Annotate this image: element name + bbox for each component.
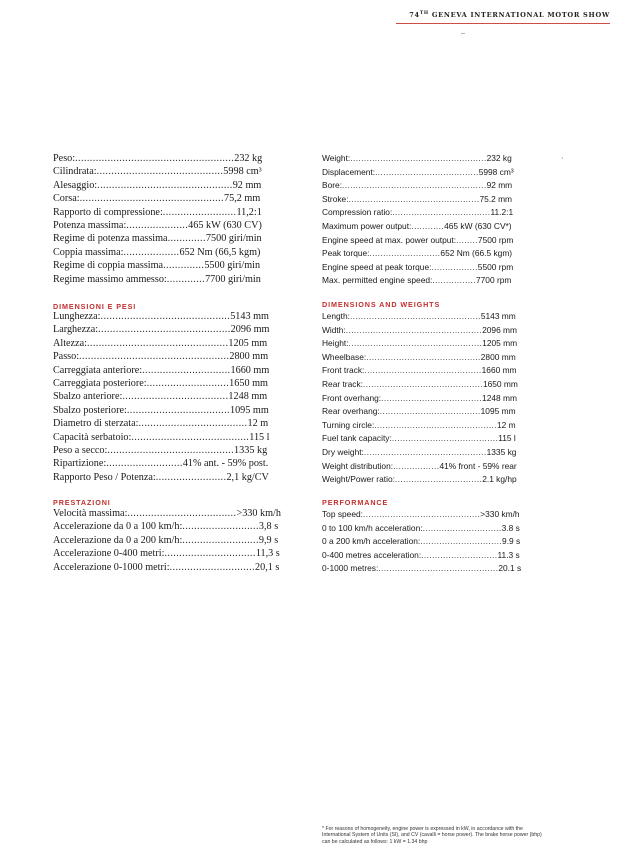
leader-dots: ................................................ xyxy=(349,311,481,321)
spec-value: 11,3 s xyxy=(255,548,280,560)
spec-value: 2096 mm xyxy=(482,324,518,335)
italian-engine-specs xyxy=(53,152,298,286)
spec-label: Rapporto di compressione: xyxy=(53,206,163,218)
leader-dots: .............................. xyxy=(142,364,231,376)
spec-label: Stroke: xyxy=(322,193,349,204)
footnote-line: * For reasons of homogeneity, engine power is expressed in kW, in accordance with the xyxy=(322,826,523,832)
spec-row xyxy=(322,378,577,392)
spec-row xyxy=(53,219,298,232)
spec-value: 1248 mm xyxy=(228,391,268,403)
spec-row xyxy=(322,508,577,522)
spec-label: Width: xyxy=(322,324,346,335)
spec-row xyxy=(53,179,298,192)
spec-value: 232 kg xyxy=(486,153,512,163)
spec-label: Length: xyxy=(322,311,350,321)
english-performance-specs xyxy=(322,508,577,576)
spec-label: Weight distribution: xyxy=(322,460,394,471)
spec-row xyxy=(53,457,298,470)
leader-dots: ..................................... xyxy=(127,508,237,519)
italian-dimensions-specs xyxy=(53,310,298,484)
spec-value: 5143 mm xyxy=(480,311,516,321)
leader-dots: .................................................. xyxy=(350,153,487,163)
spec-value: 2.1 kg/hp xyxy=(482,474,517,485)
spec-label: Rapporto Peso / Potenza: xyxy=(53,471,156,483)
spec-row xyxy=(322,261,577,275)
spec-row xyxy=(322,179,577,193)
spec-value: 11.3 s xyxy=(497,549,520,560)
spec-label: Accelerazione da 0 a 100 km/h: xyxy=(53,521,183,533)
spec-value: 1095 mm xyxy=(229,404,269,416)
leader-dots: ...................................... xyxy=(375,166,479,177)
spec-row xyxy=(53,417,298,430)
spec-label: Velocità massima: xyxy=(53,508,128,519)
spec-label: Dry weight: xyxy=(322,446,364,457)
spec-label: Peso a secco: xyxy=(53,444,108,456)
spec-row xyxy=(53,246,298,259)
spec-value: 1335 kg xyxy=(234,444,268,456)
spec-label: Accelerazione 0-400 metri: xyxy=(53,548,165,560)
spec-value: 652 Nm (66,5 kgm) xyxy=(179,246,261,258)
leader-dots: ................................................ xyxy=(86,337,229,349)
spec-label: Accelerazione da 0 a 200 km/h: xyxy=(53,534,183,546)
spec-value: 12 m xyxy=(247,418,269,430)
spec-row xyxy=(322,324,577,338)
leader-dots: ..................................... xyxy=(381,392,483,403)
spec-value: 1660 mm xyxy=(230,364,270,376)
spec-label: Corsa: xyxy=(53,193,80,205)
spec-row xyxy=(322,419,577,433)
spec-value: 92 mm xyxy=(232,179,262,191)
leader-dots: .......................... xyxy=(182,534,259,546)
leader-dots: ............. xyxy=(166,273,206,285)
spec-label: Coppia massima: xyxy=(53,246,124,258)
spec-row xyxy=(53,152,298,165)
spec-label: Wheelbase: xyxy=(322,351,367,362)
spec-value: 1335 kg xyxy=(486,446,517,457)
leader-dots: .......................................... xyxy=(366,351,481,362)
spec-row xyxy=(322,405,577,419)
leader-dots: ............................ xyxy=(146,377,230,389)
spec-row xyxy=(322,234,577,248)
leader-dots: .................................... xyxy=(392,207,491,218)
spec-label: Engine speed at max. power output: xyxy=(322,234,457,245)
spec-label: 0 a 200 km/h acceleration: xyxy=(322,536,421,547)
leader-dots: ................. xyxy=(431,261,478,272)
header-rule xyxy=(396,23,610,24)
spec-value: 465 kW (630 CV*) xyxy=(444,220,512,231)
spec-row xyxy=(53,404,298,417)
spec-label: Regime di potenza massima xyxy=(53,233,168,245)
leader-dots: ........................................... xyxy=(364,365,482,376)
spec-row xyxy=(322,152,577,166)
italian-performance-title: PRESTAZIONI xyxy=(53,498,111,507)
spec-label: Altezza: xyxy=(53,337,87,349)
spec-row xyxy=(53,377,298,390)
spec-value: 9,9 s xyxy=(258,534,279,546)
leader-dots: ................................................. xyxy=(348,338,483,349)
leader-dots: ....................................... xyxy=(391,433,499,444)
spec-label: Rear overhang: xyxy=(322,406,380,417)
spec-row xyxy=(322,549,577,563)
spec-row xyxy=(53,390,298,403)
spec-label: Passo: xyxy=(53,351,80,363)
english-performance-title: PERFORMANCE xyxy=(322,498,389,507)
header-title-text: GENEVA INTERNATIONAL MOTOR SHOW xyxy=(431,11,610,19)
spec-value: 7700 giri/min xyxy=(205,273,261,285)
spec-value: 1650 mm xyxy=(482,378,518,389)
spec-label: Engine speed at peak torque: xyxy=(322,261,432,272)
spec-row xyxy=(322,473,577,487)
leader-dots: .......................... xyxy=(369,248,441,259)
italian-performance-specs xyxy=(53,507,298,574)
leader-dots: ............................. xyxy=(169,561,256,573)
leader-dots: ........ xyxy=(456,234,478,245)
spec-row xyxy=(53,259,298,272)
spec-label: Regime di coppia massima xyxy=(53,260,164,272)
spec-row xyxy=(53,192,298,205)
spec-label: 0 to 100 km/h acceleration: xyxy=(322,522,423,533)
spec-row xyxy=(53,444,298,457)
spec-label: Diametro di sterzata: xyxy=(53,418,139,430)
spec-value: 75.2 mm xyxy=(479,193,513,204)
leader-dots: ........................................... xyxy=(362,509,481,519)
spec-row xyxy=(322,220,577,234)
spec-value: 2800 mm xyxy=(229,351,269,363)
spec-label: Fuel tank capacity: xyxy=(322,433,392,444)
spec-row xyxy=(322,446,577,460)
leader-dots: ................................................... xyxy=(79,351,230,363)
spec-value: 2096 mm xyxy=(230,324,270,336)
spec-row xyxy=(53,507,298,520)
english-dimensions-specs xyxy=(322,310,577,487)
spec-value: 2,1 kg/CV xyxy=(226,471,269,483)
spec-label: Carreggiata posteriore: xyxy=(53,377,147,389)
leader-dots: ................................................. xyxy=(79,193,225,205)
spec-row xyxy=(322,432,577,446)
spec-row xyxy=(53,431,298,444)
spec-label: Front overhang: xyxy=(322,392,382,403)
spec-label: Weight: xyxy=(322,153,351,163)
leader-dots: ..................................... xyxy=(379,406,481,417)
leader-dots: ............................................. xyxy=(374,419,498,430)
spec-value: 2800 mm xyxy=(480,351,516,362)
spec-row xyxy=(322,274,577,288)
leader-dots: ................. xyxy=(393,460,440,471)
spec-value: 465 kW (630 CV) xyxy=(188,219,262,231)
spec-value: 232 kg xyxy=(234,153,263,164)
spec-label: Carreggiata anteriore: xyxy=(53,364,143,376)
spec-row xyxy=(322,193,577,207)
spec-label: Capacità serbatoio: xyxy=(53,431,132,443)
spec-value: 41% front - 59% rear xyxy=(439,460,517,471)
spec-value: 5500 rpm xyxy=(477,261,514,272)
leader-dots: ............................................ xyxy=(100,311,231,322)
footnote xyxy=(322,826,582,845)
leader-dots: ...................................................... xyxy=(75,153,235,164)
spec-value: 1205 mm xyxy=(228,337,268,349)
leader-dots: ........................................... xyxy=(96,166,224,178)
spec-label: 0-1000 metres: xyxy=(322,563,379,574)
spec-label: Peso: xyxy=(53,153,76,164)
leader-dots: ........................................... xyxy=(107,444,235,456)
spec-label: Regime massimo ammesso: xyxy=(53,273,167,285)
footnote-line: can be calculated as follows: 1 kW = 1.34 bhp xyxy=(322,838,428,845)
spec-row xyxy=(53,310,298,323)
leader-dots: ........................................ xyxy=(131,431,250,443)
leader-dots: ..................................................... xyxy=(342,180,487,191)
spec-value: 1205 mm xyxy=(482,338,518,349)
spec-row xyxy=(53,165,298,178)
spec-label: Front track: xyxy=(322,365,365,376)
spec-row xyxy=(53,547,298,560)
spec-row xyxy=(53,337,298,350)
page-header xyxy=(0,11,610,37)
spec-row xyxy=(53,520,298,533)
leader-dots: ........................ xyxy=(155,471,227,483)
spec-value: 1660 mm xyxy=(481,365,517,376)
header-title xyxy=(409,11,610,19)
leader-dots: ............................... xyxy=(164,548,256,560)
spec-value: 3,8 s xyxy=(258,521,279,533)
spec-label: Maximum power output: xyxy=(322,220,412,231)
spec-value: 75,2 mm xyxy=(224,193,261,205)
spec-label: Height: xyxy=(322,338,349,349)
spec-value: >330 km/h xyxy=(480,509,520,519)
leader-dots: .......................... xyxy=(182,521,259,533)
spec-row xyxy=(322,562,577,576)
spec-row xyxy=(53,350,298,363)
spec-label: Bore: xyxy=(322,180,343,191)
spec-label: Compression ratio: xyxy=(322,207,393,218)
spec-value: 652 Nm (66.5 kgm) xyxy=(440,248,513,259)
spec-row xyxy=(53,471,298,484)
leader-dots: ............................................. xyxy=(98,324,231,336)
spec-row xyxy=(322,247,577,261)
spec-row xyxy=(322,206,577,220)
leader-dots: ................... xyxy=(123,246,180,258)
spec-label: Accelerazione 0-1000 metri: xyxy=(53,561,170,573)
spec-row xyxy=(53,561,298,574)
footnote-line: International System of Units (SI), and CV (cavalli = horse power). The brake horse power (bhp) xyxy=(322,832,542,839)
spec-row xyxy=(322,460,577,474)
spec-label: Weight/Power ratio: xyxy=(322,474,395,485)
spec-label: Rear track: xyxy=(322,378,363,389)
spec-value: 92 mm xyxy=(486,180,513,191)
spec-row xyxy=(322,392,577,406)
spec-value: 9.9 s xyxy=(502,536,521,547)
spec-row xyxy=(53,364,298,377)
leader-dots: ................................ xyxy=(394,474,483,485)
spec-value: 11.2:1 xyxy=(490,207,514,218)
spec-label: Turning circle: xyxy=(322,419,375,430)
spec-value: 5998 cm³ xyxy=(223,166,262,178)
spec-value: 7700 rpm xyxy=(475,275,512,286)
leader-dots: .................................... xyxy=(122,391,229,403)
english-engine-specs xyxy=(322,152,577,288)
spec-label: Ripartizione: xyxy=(53,458,107,470)
leader-dots: ............................................. xyxy=(363,446,487,457)
leader-dots: ..................... xyxy=(126,219,189,231)
spec-row xyxy=(53,206,298,219)
spec-row xyxy=(322,337,577,351)
header-ordinal-suffix: TH xyxy=(419,11,429,16)
leader-dots: ............................ xyxy=(421,549,498,560)
spec-row xyxy=(322,310,577,324)
spec-value: 1650 mm xyxy=(229,377,268,389)
spec-label: Displacement: xyxy=(322,166,376,177)
spec-value: 5500 giri/min xyxy=(204,260,261,272)
spec-value: 115 l xyxy=(498,433,516,444)
spec-label: Cilindrata: xyxy=(53,166,97,178)
leader-dots: ............................................ xyxy=(378,563,499,574)
spec-row xyxy=(53,232,298,245)
leader-dots: ..................................... xyxy=(138,418,248,430)
spec-value: 3.8 s xyxy=(501,522,520,533)
spec-value: 11,2:1 xyxy=(236,206,262,218)
leader-dots: ............................. xyxy=(422,522,502,533)
leader-dots: .................................................. xyxy=(345,324,483,335)
spec-value: 5998 cm³ xyxy=(478,166,514,177)
leader-dots: .......................... xyxy=(106,458,183,470)
spec-value: 12 m xyxy=(497,419,516,430)
spec-label: Sbalzo posteriore: xyxy=(53,404,127,416)
spec-label: Lunghezza: xyxy=(53,311,101,322)
decorative-tick xyxy=(461,33,465,34)
spec-label: Alesaggio: xyxy=(53,179,98,191)
spec-row xyxy=(322,535,577,549)
spec-row xyxy=(322,351,577,365)
header-ordinal: 74 xyxy=(409,11,420,19)
spec-value: 5143 mm xyxy=(230,311,269,322)
leader-dots: ................................................ xyxy=(348,193,480,204)
leader-dots: ............ xyxy=(411,220,445,231)
spec-value: 41% ant. - 59% post. xyxy=(182,458,269,470)
spec-row xyxy=(322,364,577,378)
english-dimensions-title: DIMENSIONS AND WEIGHTS xyxy=(322,300,441,309)
leader-dots: ......................... xyxy=(162,206,237,218)
spec-value: 115 l xyxy=(249,431,270,443)
leader-dots: .............. xyxy=(163,260,205,272)
spec-value: 7500 giri/min xyxy=(205,233,262,245)
spec-value: 20.1 s xyxy=(498,563,522,574)
spec-label: Top speed: xyxy=(322,509,363,519)
leader-dots: ............. xyxy=(167,233,206,245)
spec-row xyxy=(53,323,298,336)
spec-value: 1095 mm xyxy=(480,406,516,417)
italian-dimensions-title: DIMENSIONI E PESI xyxy=(53,302,137,311)
spec-row xyxy=(53,273,298,286)
spec-value: 7500 rpm xyxy=(477,234,514,245)
spec-row xyxy=(53,534,298,547)
leader-dots: .............................. xyxy=(420,536,503,547)
leader-dots: .............................................. xyxy=(97,179,233,191)
leader-dots: ............................................ xyxy=(362,378,483,389)
spec-row xyxy=(322,522,577,536)
spec-value: >330 km/h xyxy=(236,508,281,519)
spec-row xyxy=(322,166,577,180)
spec-label: Potenza massima: xyxy=(53,219,127,231)
bullet-mark: · xyxy=(561,154,564,163)
spec-label: Larghezza: xyxy=(53,324,99,336)
spec-label: 0-400 metres acceleration: xyxy=(322,549,422,560)
spec-label: Max. permitted engine speed: xyxy=(322,275,433,286)
spec-label: Sbalzo anteriore: xyxy=(53,391,123,403)
spec-value: 1248 mm xyxy=(482,392,517,403)
leader-dots: ................ xyxy=(432,275,476,286)
spec-value: 20,1 s xyxy=(255,561,280,573)
leader-dots: ................................... xyxy=(126,404,230,416)
spec-label: Peak torque: xyxy=(322,248,370,259)
